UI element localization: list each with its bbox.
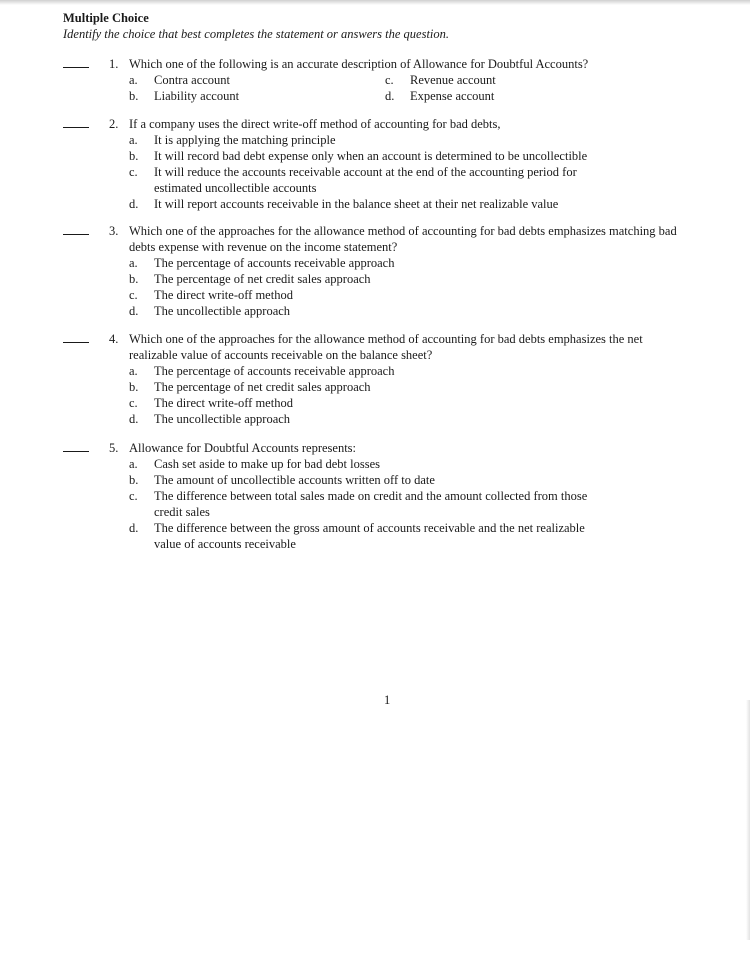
question-text: [129, 116, 719, 132]
question-number: 4.: [109, 332, 119, 346]
question-text: [129, 56, 719, 72]
option-text: It will record bad debt expense only when an account is determined to be uncollectible: [154, 149, 588, 163]
section-title: Multiple Choice: [63, 11, 149, 25]
option-text: Contra account: [154, 73, 231, 87]
option-letter: b.: [129, 149, 139, 163]
section-instructions: Identify the choice that best completes the statement or answers the question.: [63, 27, 450, 41]
option-letter: c.: [129, 288, 138, 302]
option-letter: c.: [129, 489, 138, 503]
option-text: The percentage of net credit sales approach: [154, 272, 371, 286]
scan-shadow-top: [0, 0, 750, 5]
option-letter: a.: [129, 73, 138, 87]
option-text: It will reduce the accounts receivable account at the end of the accounting period for estimated uncollectible accounts: [154, 165, 577, 195]
question-line: realizable value of accounts receivable on the balance sheet?: [129, 348, 433, 362]
option-letter: c.: [385, 73, 394, 87]
option-text: Liability account: [154, 89, 240, 103]
option-letter: b.: [129, 272, 139, 286]
option-text: The amount of uncollectible accounts written off to date: [154, 473, 435, 487]
answer-blank[interactable]: [63, 234, 89, 235]
page-number: 1: [384, 693, 391, 707]
option-letter: a.: [129, 256, 138, 270]
option-text: Cash set aside to make up for bad debt losses: [154, 457, 380, 471]
option-text: It will report accounts receivable in the balance sheet at their net realizable value: [154, 197, 559, 211]
answer-blank[interactable]: [63, 451, 89, 452]
option-text: The difference between total sales made on credit and the amount collected from those credit sales: [154, 489, 588, 519]
option-text: The difference between the gross amount of accounts receivable and the net realizable value of accounts receivable: [154, 521, 585, 551]
question-number: 5.: [109, 441, 119, 455]
question-line: Which one of the approaches for the allowance method of accounting for bad debts emphasizes the net: [129, 332, 643, 346]
option-letter: a.: [129, 457, 138, 471]
option-letter: a.: [129, 364, 138, 378]
option-text: Expense account: [410, 89, 495, 103]
option-letter: c.: [129, 165, 138, 179]
question-line: Which one of the following is an accurate description of Allowance for Doubtful Accounts?: [129, 57, 589, 71]
option-letter: d.: [129, 304, 139, 318]
question-line: debts expense with revenue on the income statement?: [129, 240, 398, 254]
option-letter: b.: [129, 89, 139, 103]
option-letter: d.: [129, 412, 139, 426]
question-text: [129, 331, 719, 363]
option-letter: d.: [129, 197, 139, 211]
question-text: [129, 440, 719, 456]
option-text: The direct write-off method: [154, 288, 293, 302]
scan-shadow-right: [746, 700, 750, 940]
exam-header: [63, 10, 449, 42]
option-text: Revenue account: [410, 73, 496, 87]
answer-blank[interactable]: [63, 67, 89, 68]
question-number: 1.: [109, 57, 119, 71]
option-text: The uncollectible approach: [154, 412, 291, 426]
option-text: The percentage of net credit sales approach: [154, 380, 371, 394]
question-number: 3.: [109, 224, 119, 238]
option-letter: b.: [129, 380, 139, 394]
option-text: The uncollectible approach: [154, 304, 291, 318]
option-letter: d.: [385, 89, 395, 103]
option-text: The percentage of accounts receivable approach: [154, 364, 395, 378]
option-text: The direct write-off method: [154, 396, 293, 410]
option-text: It is applying the matching principle: [154, 133, 336, 147]
option-letter: c.: [129, 396, 138, 410]
question-line: Allowance for Doubtful Accounts represents:: [129, 441, 357, 455]
question-line: Which one of the approaches for the allowance method of accounting for bad debts emphasizes matching bad: [129, 224, 677, 238]
option-letter: b.: [129, 473, 139, 487]
question-text: [129, 223, 719, 255]
answer-blank[interactable]: [63, 127, 89, 128]
option-text: The percentage of accounts receivable approach: [154, 256, 395, 270]
answer-blank[interactable]: [63, 342, 89, 343]
question-line: If a company uses the direct write-off method of accounting for bad debts,: [129, 117, 501, 131]
option-letter: a.: [129, 133, 138, 147]
question-number: 2.: [109, 117, 119, 131]
option-letter: d.: [129, 521, 139, 535]
